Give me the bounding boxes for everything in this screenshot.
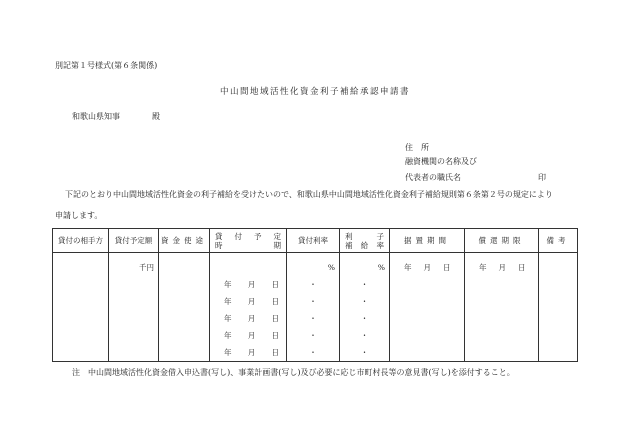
cell-grace[interactable]	[390, 253, 465, 362]
grant-table	[52, 228, 578, 362]
decimal-dot: ・	[309, 280, 317, 289]
header-repay: 償還期限	[465, 229, 539, 253]
seal-mark: 印	[538, 173, 546, 182]
header-purpose: 資金使途	[159, 229, 210, 253]
decimal-dot: ・	[360, 297, 369, 306]
header-date-bottom: 時期	[215, 240, 281, 250]
cell-repay[interactable]	[465, 253, 539, 362]
header-rate: 貸付利率	[287, 229, 340, 253]
cell-borrower[interactable]	[53, 253, 109, 362]
honorific: 殿	[152, 112, 160, 121]
unit-percent: %	[377, 263, 385, 272]
header-remarks: 備考	[539, 229, 578, 253]
cell-rate[interactable]	[287, 253, 340, 362]
decimal-dot: ・	[309, 297, 317, 306]
decimal-dot: ・	[360, 280, 369, 289]
institution-label: 融資機関の名称及び	[405, 157, 477, 166]
cell-date[interactable]	[210, 253, 287, 362]
date-line: 年 月 日	[224, 348, 279, 357]
header-subsidy	[340, 229, 390, 253]
decimal-dot: ・	[309, 331, 317, 340]
decimal-dot: ・	[360, 348, 369, 357]
representative-label: 代表者の職氏名	[405, 173, 461, 182]
cell-subsidy[interactable]	[340, 253, 390, 362]
decimal-dot: ・	[360, 331, 369, 340]
table-header-row	[53, 229, 578, 253]
header-amount: 貸付予定額	[109, 229, 159, 253]
body-text-line2: 申請します。	[55, 211, 103, 220]
address-label: 住 所	[405, 143, 429, 152]
date-line: 年 月 日	[224, 297, 279, 306]
addressee-name: 和歌山県知事	[72, 112, 120, 121]
form-label: 別記第１号様式(第６条関係)	[55, 61, 158, 70]
unit-thousand-yen: 千円	[139, 263, 154, 272]
header-date-top: 貸付予定	[215, 231, 281, 241]
header-subsidy-top: 利子	[345, 231, 384, 241]
unit-percent: %	[327, 263, 335, 272]
cell-amount[interactable]	[109, 253, 159, 362]
addressee	[72, 111, 160, 122]
decimal-dot: ・	[360, 314, 369, 323]
header-grace: 据置期間	[390, 229, 465, 253]
date-line: 年 月 日	[224, 314, 279, 323]
document-title: 中山間地域活性化資金利子補給承認申請書	[219, 87, 410, 97]
header-date	[210, 229, 287, 253]
grace-date: 年 月 日	[404, 263, 451, 272]
decimal-dot: ・	[309, 348, 317, 357]
repay-date: 年 月 日	[479, 263, 526, 272]
header-borrower: 貸付の相手方	[53, 229, 109, 253]
date-line: 年 月 日	[224, 331, 279, 340]
cell-purpose[interactable]	[159, 253, 210, 362]
cell-remarks[interactable]	[539, 253, 578, 362]
table-row	[53, 253, 578, 362]
decimal-dot: ・	[309, 314, 317, 323]
footnote: 注 中山間地域活性化資金借入申込書(写し)、事業計画書(写し)及び必要に応じ市町村長等の意見書(写し)を添付すること。	[72, 368, 515, 377]
body-text-line1: 下記のとおり中山間地域活性化資金の利子補給を受けたいので、和歌山県中山間地域活性化資金利子補給規則第６条第２号の規定により	[65, 190, 553, 199]
date-line: 年 月 日	[224, 280, 279, 289]
header-subsidy-bottom: 補給率	[345, 240, 384, 250]
